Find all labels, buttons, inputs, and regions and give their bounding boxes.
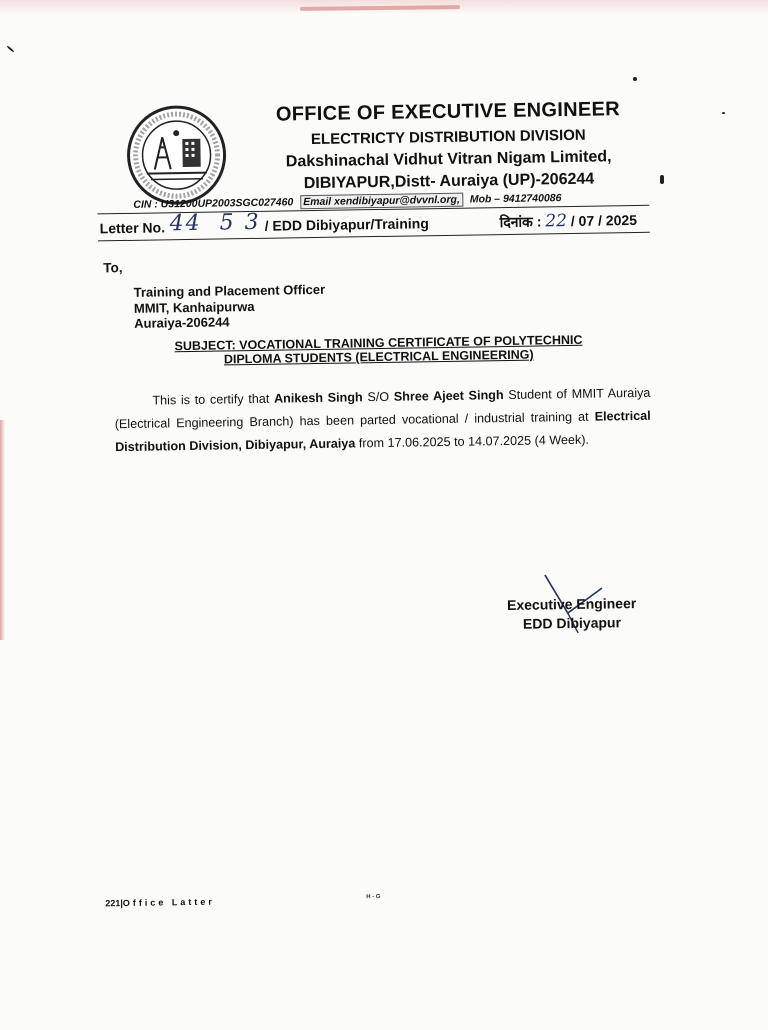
- company-name: Dakshinachal Vidhut Vitran Nigam Limited,: [285, 148, 612, 171]
- recipient-line: Training and Placement Officer: [133, 281, 326, 300]
- division-name: ELECTRICTY DISTRIBUTION DIVISION: [310, 126, 586, 149]
- office-title: OFFICE OF EXECUTIVE ENGINEER: [275, 98, 621, 126]
- footer-text: Office Latter: [122, 896, 215, 909]
- body-text: Student of MMIT Auraiya (Electrical Engineering Branch) has been parted vocational / industrial training at: [114, 385, 651, 432]
- recipient-line: Auraiya-206244: [134, 314, 230, 331]
- letter-reference: / EDD Dibiyapur/Training: [264, 215, 429, 234]
- date-label: दिनांक :: [499, 213, 542, 231]
- email-address: Email xendibiyapur@dvvnl.org,: [300, 193, 463, 210]
- subject-line: SUBJECT: VOCATIONAL TRAINING CERTIFICATE OF POLYTECHNIC: [174, 332, 583, 354]
- signatory-title: Executive Engineer: [506, 594, 637, 614]
- recipient-line: MMIT, Kanhaipurwa: [133, 298, 255, 316]
- mobile-number: Mob – 9412740086: [469, 192, 562, 206]
- body-text: S/O: [362, 389, 394, 405]
- subject-line: DIPLOMA STUDENTS (ELECTRICAL ENGINEERING): [223, 347, 534, 367]
- letter-date: [499, 210, 637, 232]
- footer-page-number: 221: [105, 898, 121, 909]
- cin-number: CIN : U31200UP2003SGC027460: [133, 196, 294, 211]
- letter-number-handwritten: 44 5 3: [169, 209, 261, 237]
- student-name: Anikesh Singh: [273, 390, 363, 406]
- footer-mark: H - G: [366, 894, 381, 901]
- company-seal-logo: [124, 102, 230, 208]
- subject-heading: [157, 333, 599, 368]
- body-text: This is to certify that: [152, 391, 275, 408]
- recipient-address: [134, 282, 326, 332]
- footer-separator: |: [120, 898, 123, 909]
- body-text: from 17.06.2025 to 14.07.2025 (4 Week).: [355, 432, 590, 451]
- office-address: DIBIYAPUR,Distt- Auraiya (UP)-206244: [303, 170, 595, 193]
- date-day-handwritten: 22: [545, 211, 568, 232]
- letter-no-label: Letter No.: [99, 219, 166, 237]
- date-month-year: / 07 / 2025: [570, 211, 638, 229]
- footer: [105, 897, 215, 909]
- signature-block: [492, 594, 653, 635]
- training-place: Electrical Distribution Division, Dibiyapur, Auraiya: [115, 408, 651, 455]
- signatory-office: EDD Dibiyapur: [522, 614, 622, 632]
- letterhead: [234, 96, 663, 197]
- salutation-to: To,: [103, 260, 123, 276]
- certificate-body: [114, 382, 651, 459]
- father-name: Shree Ajeet Singh: [393, 388, 504, 404]
